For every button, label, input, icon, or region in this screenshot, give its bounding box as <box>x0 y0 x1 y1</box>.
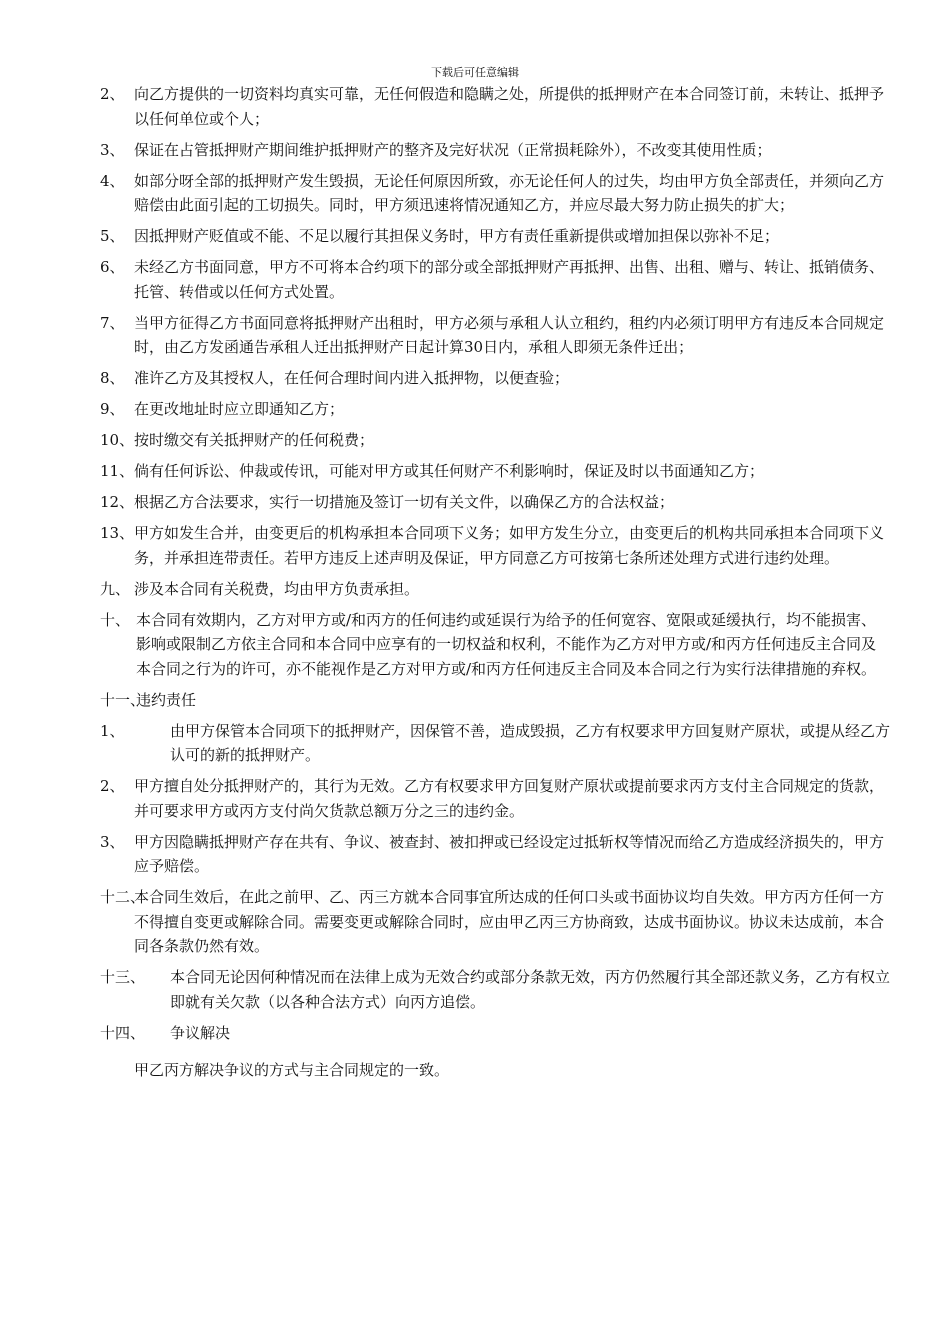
section-number: 十四、 <box>100 1023 146 1042</box>
clause-item <box>100 830 890 879</box>
clause-item <box>100 459 890 484</box>
clause-text: 涉及本合同有关税费，均由甲方负责承担。 <box>134 579 420 598</box>
clause-text: 保证在占管抵押财产期间维护抵押财产的整齐及完好状况（正常损耗除外），不改变其使用性质； <box>134 140 772 159</box>
clause-number: 2、 <box>100 777 125 795</box>
section-heading <box>100 688 890 713</box>
clause-number: 13、 <box>100 524 135 542</box>
section-text: 由甲方保管本合同项下的抵押财产，因保管不善，造成毁损，乙方有权要求甲方回复财产原状，或提从经乙方认可的新的抵押财产。 <box>170 721 891 764</box>
closing-paragraph <box>100 1058 890 1083</box>
clause-number: 9、 <box>100 400 125 418</box>
section-heading <box>100 1021 890 1046</box>
clause-number: 5、 <box>100 227 125 245</box>
clause-text: 倘有任何诉讼、仲裁或传讯，可能对甲方或其任何财产不利影响时，保证及时以书面通知乙方； <box>134 462 765 480</box>
clause-number: 3、 <box>100 140 125 159</box>
clause-text: 甲方因隐瞒抵押财产存在共有、争议、被查封、被扣押或已经设定过抵斩权等情况而给乙方造成经济损失的，甲方应予赔偿。 <box>134 832 885 875</box>
clause-item <box>100 255 890 304</box>
clause-text: 如部分呀全部的抵押财产发生毁损，无论任何原因所致，亦无论任何人的过失，均由甲方负全部责任，并须向乙方赔偿由此面引起的工切损失。同时，甲方须迅速将情况通知乙方，并应尽最大努力防止损失的扩大； <box>134 171 885 214</box>
clause-number: 10、 <box>100 431 135 449</box>
clause-item <box>100 138 890 163</box>
section-number: 1、 <box>100 721 125 740</box>
clause-item <box>100 428 890 453</box>
section-number: 十三、 <box>100 968 146 986</box>
clause-number: 九、 <box>100 579 131 598</box>
section-heading <box>100 608 890 682</box>
section-number: 十一、 <box>100 690 146 709</box>
clause-text: 甲方擅自处分抵押财产的，其行为无效。乙方有权要求甲方回复财产原状或提前要求丙方支付主合同规定的货款，并可要求甲方或丙方支付尚欠货款总额万分之三的违约金。 <box>134 777 885 820</box>
clause-item <box>100 82 890 131</box>
clause-item <box>100 311 890 360</box>
clause-item <box>100 366 890 391</box>
section-text: 本合同无论因何种情况而在法律上成为无效合约或部分条款无效，丙方仍然履行其全部还款义务，乙方有权立即就有关欠款（以各种合法方式）向丙方追偿。 <box>170 968 891 1011</box>
clause-text: 本合同生效后，在此之前甲、乙、丙三方就本合同事宜所达成的任何口头或书面协议均自失效。甲方丙方任何一方不得擅自变更或解除合同。需要变更或解除合同时，应由甲乙丙三方协商致，达成书面协议。协议未达成前，本合同各条款仍然有效。 <box>134 888 885 955</box>
clause-item <box>100 521 890 570</box>
clause-item <box>100 169 890 218</box>
clause-number: 8、 <box>100 369 125 387</box>
section-text: 争议解决 <box>170 1023 231 1042</box>
clause-number: 3、 <box>100 832 125 851</box>
clause-number: 十二、 <box>100 888 146 906</box>
clause-text: 准许乙方及其授权人，在任何合理时间内进入抵押物，以便查验； <box>134 369 570 387</box>
clause-item <box>100 397 890 422</box>
clause-number: 2、 <box>100 85 125 103</box>
clause-item <box>100 490 890 515</box>
section-text: 本合同有效期内，乙方对甲方或/和丙方的任何违约或延误行为给予的任何宽容、宽限或延缓执行，均不能损害、影响或限制乙方依主合同和本合同中应享有的一切权益和权利，不能作为乙方对甲方或/和丙方任何违反主合同及本合同之行为的许可，亦不能视作是乙方对甲方或/和丙方任何违反主合同及本合同之行为实行法律措施的弃权。 <box>136 610 877 678</box>
clause-item <box>100 774 890 823</box>
clause-number: 4、 <box>100 171 125 190</box>
clause-text: 向乙方提供的一切资料均真实可靠，无任何假造和隐瞒之处，所提供的抵押财产在本合同签订前，未转让、抵押予以任何单位或个人； <box>134 85 885 128</box>
clause-text: 在更改地址时应立即通知乙方； <box>134 400 345 418</box>
clause-item <box>100 224 890 249</box>
clause-text: 根据乙方合法要求，实行一切措施及签订一切有关文件，以确保乙方的合法权益； <box>134 493 675 511</box>
section-heading <box>100 719 890 768</box>
clause-item <box>100 885 890 959</box>
clause-text: 因抵押财产贬值或不能、不足以履行其担保义务时，甲方有责任重新提供或增加担保以弥补不足； <box>134 227 780 245</box>
section-heading <box>100 965 890 1014</box>
closing-text: 甲乙丙方解决争议的方式与主合同规定的一致。 <box>134 1061 450 1079</box>
page-header: 下载后可任意编辑 <box>431 66 519 79</box>
section-number: 十、 <box>100 610 131 629</box>
clause-number: 12、 <box>100 493 135 511</box>
clause-text: 未经乙方书面同意，甲方不可将本合约项下的部分或全部抵押财产再抵押、出售、出租、赠与、转让、抵销债务、托管、转借或以任何方式处置。 <box>134 258 885 301</box>
document-body <box>100 82 890 1089</box>
clause-text: 当甲方征得乙方书面同意将抵押财产出租时，甲方必须与承租人认立租约，租约内必须订明甲方有违反本合同规定时，由乙方发函通告承租人迁出抵押财产日起计算30日内，承租人即须无条件迁出； <box>134 313 885 356</box>
clause-number: 7、 <box>100 313 125 332</box>
section-text: 违约责任 <box>136 690 197 709</box>
clause-number: 6、 <box>100 258 125 276</box>
clause-item <box>100 577 890 602</box>
clause-text: 按时缴交有关抵押财产的任何税费； <box>134 431 375 449</box>
clause-text: 甲方如发生合并，由变更后的机构承担本合同项下义务；如甲方发生分立，由变更后的机构共同承担本合同项下义务，并承担连带责任。若甲方违反上述声明及保证，甲方同意乙方可按第七条所述处理方式进行违约处理。 <box>134 524 885 567</box>
clause-number: 11、 <box>100 462 135 480</box>
